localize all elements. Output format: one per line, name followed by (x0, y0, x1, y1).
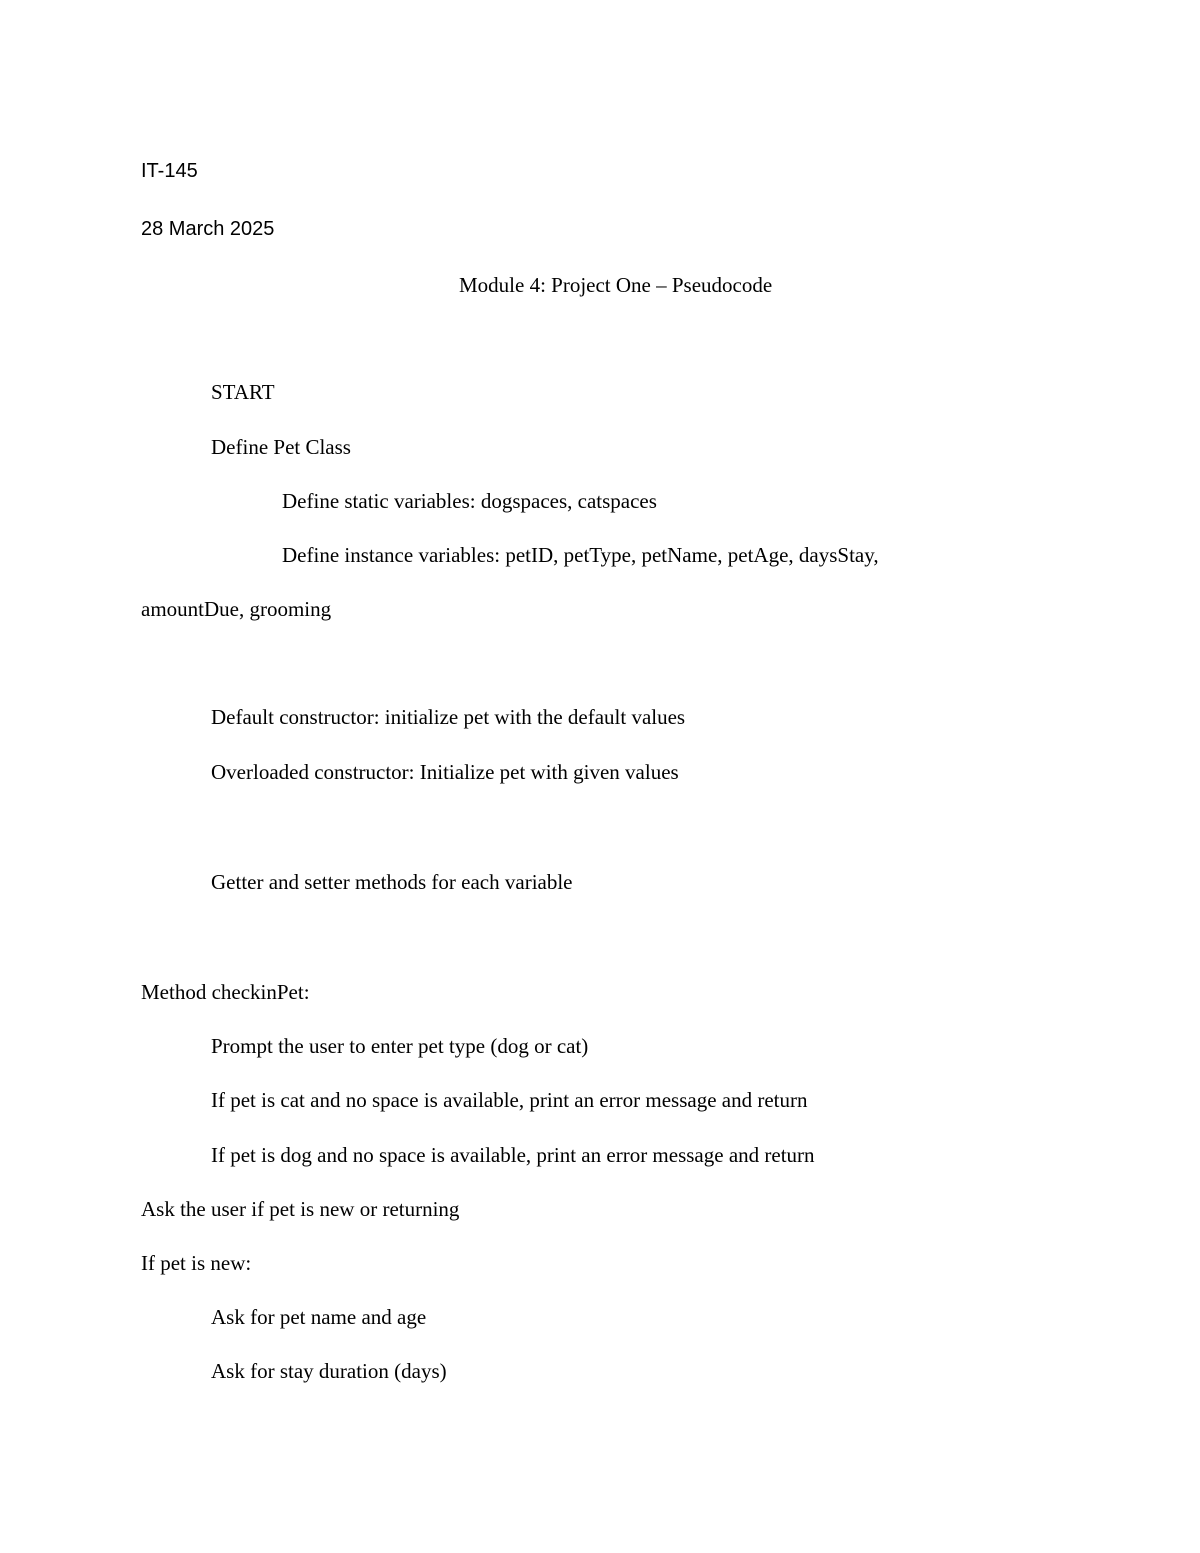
pseudocode-start: START (211, 380, 275, 404)
pseudocode-static-variables: Define static variables: dogspaces, catspaces (282, 489, 657, 513)
pseudocode-method-checkinpet: Method checkinPet: (141, 980, 310, 1004)
document-title: Module 4: Project One – Pseudocode (459, 273, 773, 297)
pseudocode-prompt-pet-type: Prompt the user to enter pet type (dog or cat) (211, 1034, 589, 1058)
pseudocode-getters-setters: Getter and setter methods for each variable (211, 870, 573, 894)
pseudocode-cat-no-space: If pet is cat and no space is available, print an error message and return (211, 1088, 808, 1112)
pseudocode-ask-name-age: Ask for pet name and age (211, 1305, 427, 1329)
pseudocode-instance-variables-continued: amountDue, grooming (141, 597, 332, 621)
pseudocode-ask-new-or-returning: Ask the user if pet is new or returning (141, 1197, 460, 1221)
document-date: 28 March 2025 (141, 218, 275, 240)
pseudocode-instance-variables: Define instance variables: petID, petType, petName, petAge, daysStay, (282, 543, 879, 567)
course-code: IT-145 (141, 160, 198, 182)
pseudocode-overloaded-constructor: Overloaded constructor: Initialize pet with given values (211, 760, 679, 784)
pseudocode-define-pet-class: Define Pet Class (211, 435, 351, 459)
pseudocode-if-pet-new: If pet is new: (141, 1251, 252, 1275)
pseudocode-default-constructor: Default constructor: initialize pet with the default values (211, 705, 686, 729)
pseudocode-ask-stay-duration: Ask for stay duration (days) (211, 1359, 447, 1383)
pseudocode-dog-no-space: If pet is dog and no space is available, print an error message and return (211, 1143, 815, 1167)
